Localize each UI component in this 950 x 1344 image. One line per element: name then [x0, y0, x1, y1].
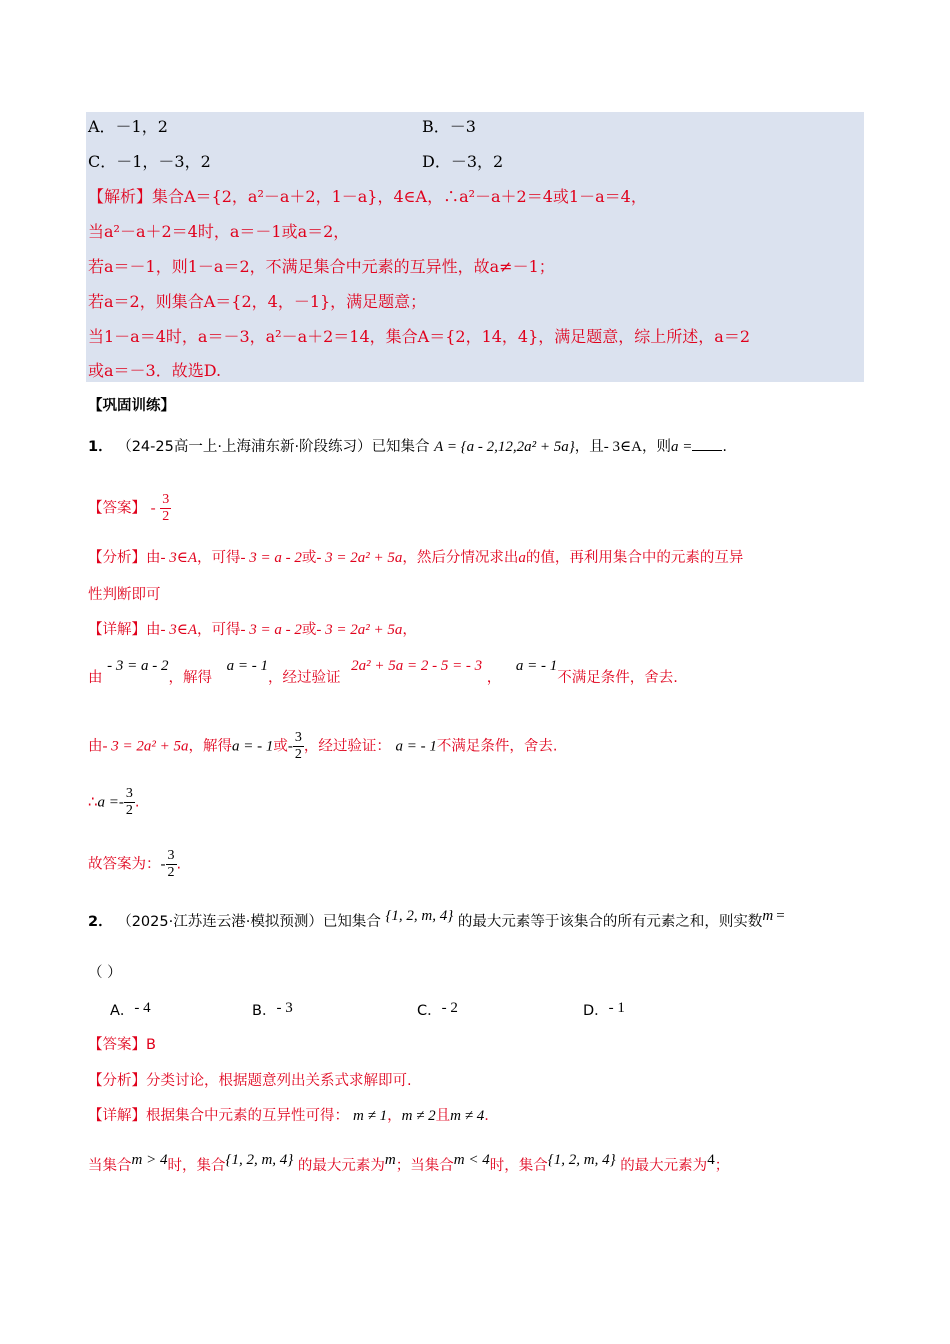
- q1-case1-sol: a = - 1: [226, 658, 268, 674]
- q2-detail-text: 根据集合中元素的互异性可得：: [146, 1108, 349, 1124]
- q1-conclusion-period: .: [134, 794, 140, 811]
- q1-case1-by: 由: [88, 670, 103, 686]
- q2-option-c[interactable]: [417, 999, 458, 1020]
- section-title: 【巩固训练】: [88, 398, 175, 414]
- q1-therefore: ∴: [88, 794, 98, 811]
- q1-final-period: .: [176, 856, 182, 873]
- q2-semi: ；当集合: [395, 1158, 454, 1174]
- q2-set-1: {1, 2, m, 4}: [225, 1152, 294, 1168]
- q2-option-c-value: - 2: [441, 1000, 458, 1016]
- option-a: A．－1，2: [88, 117, 168, 136]
- analysis-line-4: 若a＝2，则集合A＝{2，4，－1}，满足题意；: [88, 292, 427, 311]
- q1-case1-solve: ，解得: [168, 670, 212, 686]
- q2-option-c-label: C．: [417, 1003, 442, 1019]
- frac-num: 3: [162, 492, 170, 507]
- q1-case1-eq: - 3 = a - 2: [107, 658, 169, 674]
- q2-option-d-label: D．: [583, 1003, 609, 1019]
- q1-final-fraction: [166, 848, 177, 881]
- q1-answer-label: 【答案】: [88, 500, 146, 517]
- q2-answer-value: B: [146, 1037, 156, 1053]
- frac-num: 3: [294, 730, 302, 745]
- q2-option-d[interactable]: [583, 999, 625, 1020]
- q1-answer-sign: -: [150, 500, 156, 517]
- q2-option-b-label: B．: [252, 1003, 277, 1019]
- q2-set: {1, 2, m, 4}: [385, 908, 454, 924]
- q1-analysis-can: ，可得: [197, 550, 241, 566]
- q1-case1-comma: ，: [486, 670, 502, 686]
- q2-option-b-value: - 3: [276, 1000, 293, 1016]
- q1-ask: a =: [670, 439, 693, 455]
- q1-case2-verify: ，经过验证：: [303, 738, 391, 755]
- q1-detail-can: ，可得: [197, 622, 241, 638]
- q2-stem: [88, 908, 785, 932]
- q2-set-2: {1, 2, m, 4}: [547, 1152, 616, 1168]
- q1-detail-label: 【详解】: [88, 622, 146, 638]
- q1-conclusion-var: a =: [97, 794, 119, 811]
- q1-or: 或: [301, 550, 317, 566]
- q2-sep: ，: [387, 1108, 402, 1124]
- frac-den: 2: [162, 509, 170, 524]
- q1-analysis-from: 由: [146, 550, 161, 566]
- frac-den: 2: [294, 747, 302, 762]
- q2-time-2: 时，集合: [489, 1158, 548, 1174]
- q1-conclusion-fraction: [124, 786, 135, 819]
- q2-analysis-label: 【分析】: [88, 1073, 146, 1089]
- q1-eq2: - 3 = 2a² + 5a: [316, 550, 403, 566]
- q1-detail-from: 由: [146, 622, 161, 638]
- q1-final-answer: [88, 848, 181, 881]
- q1-stem-mid: ，且: [574, 439, 604, 455]
- q1-case1-sol2: a = - 1: [515, 658, 558, 674]
- analysis-line-1: 【解析】集合A＝{2，a²－a＋2，1－a}，4∈A，∴a²－a＋2＝4或1－a＝4，: [88, 187, 647, 206]
- q1-analysis-rest2: 的值，再利用集合中的元素的互异: [525, 550, 744, 566]
- q1-case2-by: 由: [88, 738, 103, 755]
- q1-stem-prefix: 已知集合: [371, 439, 430, 455]
- analysis-line-2: 当a²－a＋2＝4时，a＝－1或a＝2，: [88, 222, 350, 241]
- frac-den: 2: [125, 803, 133, 818]
- q2-source: （2025·江苏连云港·模拟预测）: [117, 914, 323, 930]
- q1-detail-cond: - 3∈A: [160, 622, 198, 638]
- q1-detail-or: 或: [301, 622, 317, 638]
- q2-dot: .: [484, 1108, 489, 1124]
- q1-detail-end: ，: [402, 622, 417, 638]
- q1-final-sign: -: [160, 856, 166, 873]
- q1-conclusion: [88, 786, 140, 819]
- analysis-line-6: 或a＝－3．故选D.: [88, 361, 222, 380]
- q2-option-a[interactable]: [110, 999, 151, 1020]
- q2-eq: =: [776, 908, 785, 924]
- q1-stem: [88, 436, 727, 457]
- q1-case1-verify-expr: 2a² + 5a = 2 - 5 = - 3: [351, 658, 483, 674]
- q2-max-is-2: 的最大元素为: [620, 1158, 708, 1174]
- q2-end: ；: [714, 1158, 730, 1174]
- q1-case1-not-ok: 不满足条件，舍去.: [557, 670, 678, 686]
- q1-analysis-cond: - 3∈A: [160, 550, 198, 566]
- q2-cond-lt: m < 4: [453, 1152, 490, 1168]
- q2-max-is: 的最大元素为: [297, 1158, 385, 1174]
- q2-option-a-label: A．: [110, 1003, 135, 1019]
- q2-number: 2．: [88, 914, 113, 930]
- analysis-line-5: 当1－a＝4时，a＝－3，a²－a＋2＝14，集合A＝{2，14，4}，满足题意，综上所述，a＝2: [88, 327, 751, 346]
- q1-analysis-label: 【分析】: [88, 550, 146, 566]
- q1-source: （24-25高一上·上海浦东新·阶段练习）: [117, 439, 372, 455]
- option-c: C．－1，－3，2: [88, 152, 211, 171]
- q2-and: 且: [435, 1108, 451, 1124]
- q1-case1: [88, 658, 678, 688]
- q1-analysis: [88, 548, 743, 568]
- q2-detail: [88, 1106, 489, 1126]
- q1-answer: [88, 492, 171, 525]
- q1-case2-not-ok: 不满足条件，舍去.: [436, 738, 558, 755]
- q2-c3: m ≠ 4: [450, 1108, 485, 1124]
- q1-case1-verify: ，经过验证: [267, 670, 341, 686]
- q2-four: 4: [707, 1152, 715, 1168]
- analysis-line-3: 若a＝－1，则1－a＝2，不满足集合中元素的互异性，故a≠－1；: [88, 257, 555, 276]
- frac-den: 2: [167, 865, 175, 880]
- option-d: D．－3，2: [422, 152, 504, 171]
- q2-when: 当集合: [88, 1158, 132, 1174]
- q2-var: m: [762, 908, 774, 924]
- q1-blank[interactable]: [692, 436, 722, 451]
- q1-answer-fraction: [160, 492, 171, 525]
- q1-case2-sol2: a = - 1: [395, 738, 437, 755]
- q1-then: ，则: [641, 439, 671, 455]
- q1-case2-sign: -: [287, 738, 293, 755]
- q1-set: A = {a - 2,12,2a² + 5a}: [434, 439, 575, 455]
- frac-num: 3: [125, 786, 133, 801]
- q2-option-a-value: - 4: [134, 1000, 151, 1016]
- q1-detail-eq1: - 3 = a - 2: [240, 622, 302, 638]
- option-b: B．－3: [422, 117, 476, 136]
- q2-c1: m ≠ 1: [353, 1108, 388, 1124]
- q1-case2: [88, 730, 557, 763]
- q1-cond: - 3∈A: [603, 439, 642, 455]
- q2-c2: m ≠ 2: [401, 1108, 436, 1124]
- q1-final-label: 故答案为：: [88, 856, 161, 873]
- q1-conclusion-sign: -: [118, 794, 124, 811]
- q1-end: .: [722, 439, 727, 455]
- q1-number: 1．: [88, 439, 113, 455]
- q1-case2-fraction: [293, 730, 304, 763]
- q2-time: 时，集合: [167, 1158, 226, 1174]
- q2-cond-gt: m > 4: [131, 1152, 168, 1168]
- q2-analysis: [88, 1071, 412, 1091]
- q2-paren: （ ）: [88, 965, 122, 981]
- q1-analysis-rest1: ，然后分情况求出: [402, 550, 519, 566]
- q1-case2-or: 或: [273, 738, 288, 755]
- q2-stem-rest: 的最大元素等于该集合的所有元素之和，则实数: [457, 914, 763, 930]
- q1-case2-eq: - 3 = 2a² + 5a: [102, 738, 189, 755]
- q1-detail-eq2: - 3 = 2a² + 5a: [316, 622, 403, 638]
- q2-detail-label: 【详解】: [88, 1108, 146, 1124]
- q2-cases: [88, 1152, 730, 1176]
- q1-analysis-line2: 性判断即可: [88, 587, 161, 603]
- q2-analysis-text: 分类讨论，根据题意列出关系式求解即可.: [146, 1073, 412, 1089]
- frac-num: 3: [167, 848, 175, 863]
- q2-option-d-value: - 1: [608, 1000, 625, 1016]
- q2-max-var: m: [384, 1152, 396, 1168]
- q1-eq1: - 3 = a - 2: [240, 550, 302, 566]
- q1-case2-sol1: a = - 1: [232, 738, 274, 755]
- q1-case2-solve: ，解得: [188, 738, 232, 755]
- q2-answer-label: 【答案】: [88, 1037, 146, 1053]
- q1-analysis-var: a: [518, 550, 526, 566]
- q2-answer: [88, 1035, 156, 1055]
- q1-detail: [88, 620, 417, 640]
- q2-option-b[interactable]: [252, 999, 293, 1020]
- q2-stem-prefix: 已知集合: [322, 914, 381, 930]
